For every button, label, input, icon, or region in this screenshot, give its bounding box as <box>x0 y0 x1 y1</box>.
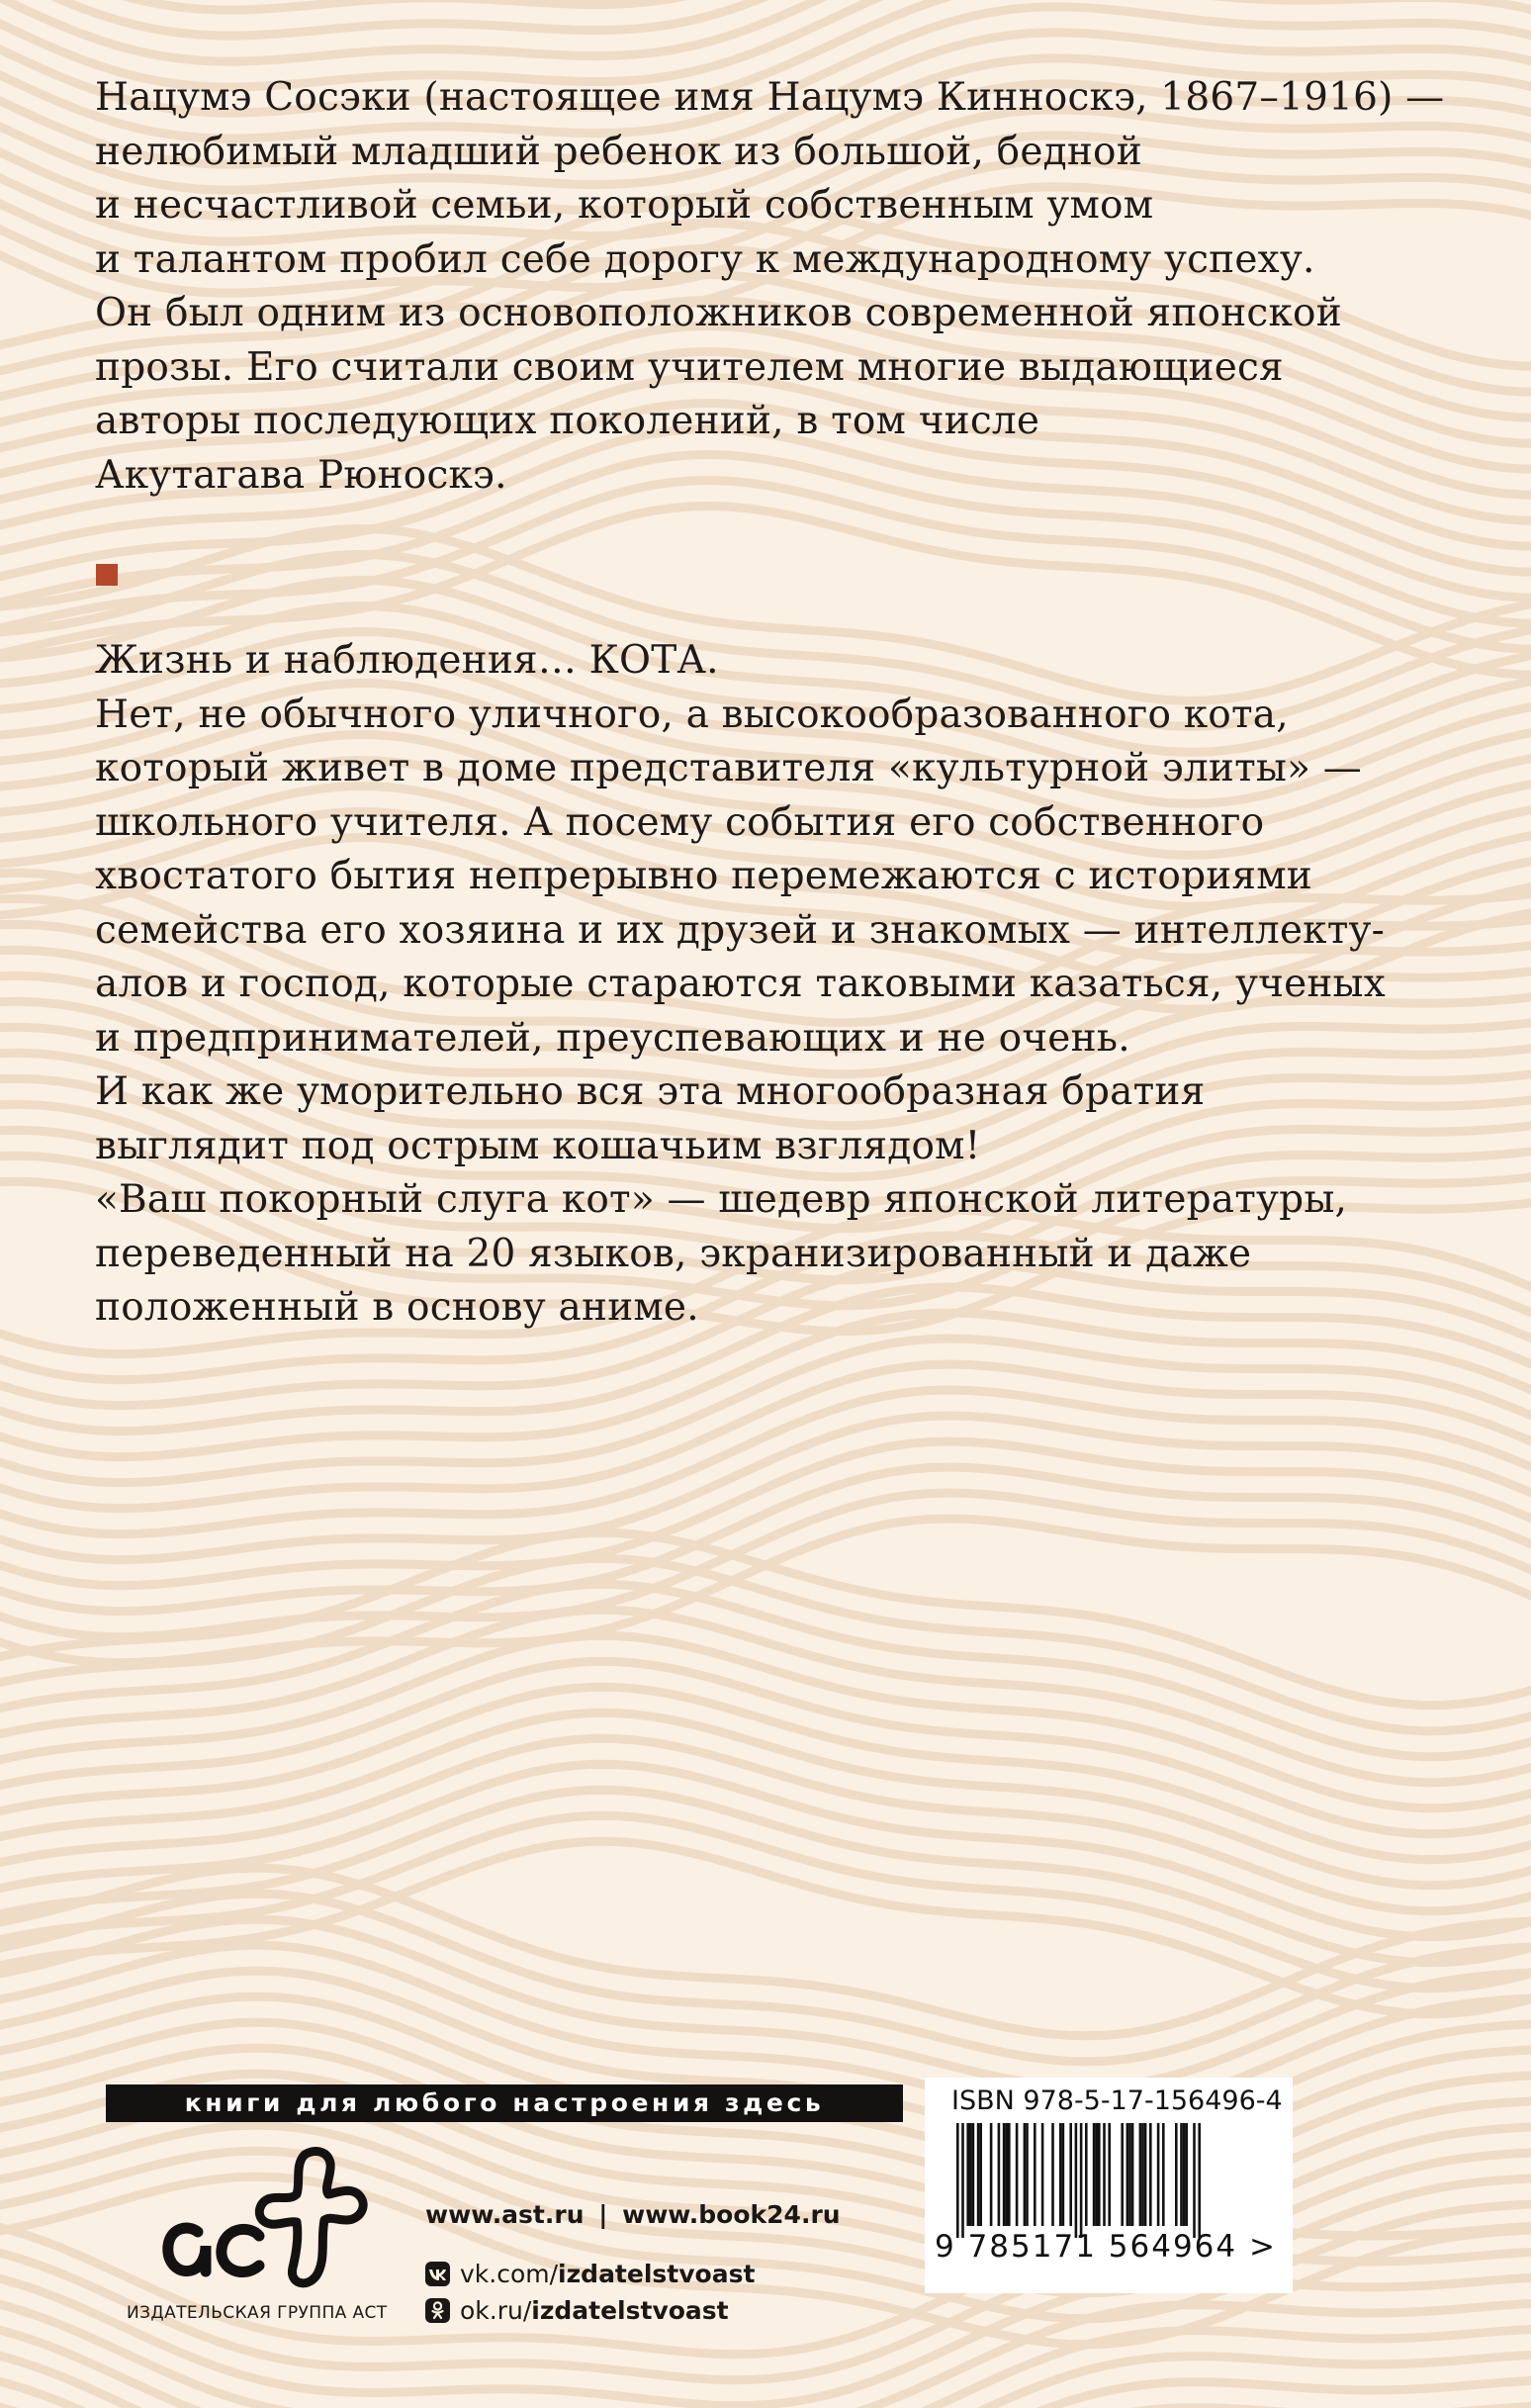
barcode-bar <box>1059 2123 1062 2226</box>
barcode-bar <box>1180 2123 1183 2226</box>
website-links <box>425 2200 841 2229</box>
barcode-bar <box>1051 2123 1054 2226</box>
barcode-bar <box>1144 2123 1147 2226</box>
barcode-bar <box>1175 2123 1178 2226</box>
barcode-bar <box>1085 2123 1088 2226</box>
annotation-line: переведенный на 20 языков, экранизированный и даже <box>95 1231 1252 1276</box>
link-separator: | <box>598 2200 608 2229</box>
author-bio-line: и талантом пробил себе дорогу к международному успеху. <box>95 236 1315 282</box>
slogan-banner: книги для любого настроения здесь <box>106 2084 903 2122</box>
barcode-bar <box>1003 2123 1006 2226</box>
barcode-bar <box>1128 2123 1131 2226</box>
barcode-bar <box>998 2123 1001 2226</box>
barcode-bar <box>966 2123 969 2226</box>
barcode-bar <box>1075 2123 1078 2238</box>
barcode-bar <box>1185 2123 1188 2226</box>
author-bio-line: Он был одним из основоположников современной японской <box>95 291 1342 335</box>
square-bullet <box>96 564 118 586</box>
annotation-line: алов и господ, которые стараются таковыми казаться, ученых <box>95 962 1386 1006</box>
barcode-bar <box>956 2123 959 2238</box>
author-bio <box>95 71 1480 503</box>
barcode-bar <box>1126 2123 1129 2226</box>
annotation-line: положенный в основу аниме. <box>95 1285 699 1330</box>
isbn-number: ISBN 978-5-17-156496-4 <box>951 2085 1283 2116</box>
vk-domain: vk.com/ <box>460 2260 559 2288</box>
barcode-bar <box>1121 2123 1124 2226</box>
barcode-bar <box>1141 2123 1144 2226</box>
ean-barcode <box>935 2123 1231 2238</box>
barcode-bar <box>1008 2123 1011 2226</box>
ast-logo <box>158 2137 376 2305</box>
annotation-line: «Ваш покорный слуга кот» — шедевр японской литературы, <box>95 1177 1348 1222</box>
annotation-line: семейства его хозяина и их друзей и знакомых — интеллекту- <box>95 907 1386 953</box>
author-bio-line: прозы. Его считали своим учителем многие выдающиеся <box>95 344 1284 390</box>
barcode-bar <box>1026 2123 1029 2226</box>
author-bio-line: Акутагава Рюноскэ. <box>95 452 507 498</box>
vk-link[interactable] <box>425 2260 755 2288</box>
barcode-bar <box>1034 2123 1036 2226</box>
link-book24[interactable]: www.book24.ru <box>622 2200 841 2229</box>
barcode-bar <box>1131 2123 1134 2226</box>
annotation-line: который живет в доме представителя «культурной элиты» — <box>95 746 1362 790</box>
barcode-bar <box>961 2123 964 2238</box>
barcode-bar <box>977 2123 980 2226</box>
ok-domain: ok.ru/ <box>460 2296 532 2325</box>
barcode-bar <box>1080 2123 1083 2238</box>
annotation-line: хвостатого бытия непрерывно перемежаются с историями <box>95 854 1312 898</box>
author-bio-line: авторы последующих поколений, в том числе <box>95 399 1040 443</box>
annotation-line: Нет, не обычного уличного, а высокообразованного кота, <box>95 692 1289 737</box>
author-bio-line: Нацумэ Сосэки (настоящее имя Нацумэ Кинноскэ, 1867–1916) — <box>95 75 1445 120</box>
barcode-bar <box>1098 2123 1101 2226</box>
author-bio-line: нелюбимый младший ребенок из большой, бедной <box>95 129 1142 174</box>
ean-digits: 9 785171 564964 > <box>935 2229 1277 2265</box>
barcode-bar <box>1024 2123 1027 2226</box>
vk-icon <box>425 2262 450 2286</box>
barcode-bar <box>1139 2123 1142 2226</box>
barcode-bar <box>1062 2123 1065 2226</box>
barcode-bar <box>1193 2123 1196 2238</box>
barcode-bar <box>1108 2123 1111 2226</box>
barcode-bar <box>1103 2123 1106 2226</box>
ok-link[interactable] <box>425 2296 729 2325</box>
barcode-bar <box>1183 2123 1186 2226</box>
barcode-bar <box>1016 2123 1019 2226</box>
barcode-bar <box>1162 2123 1165 2226</box>
barcode-bar <box>1093 2123 1096 2226</box>
barcode-bar <box>1149 2123 1152 2226</box>
book-annotation <box>95 634 1480 1336</box>
barcode-bar <box>1005 2123 1008 2226</box>
ok-handle: izdatelstvoast <box>531 2296 729 2325</box>
barcode-bar <box>1041 2123 1044 2226</box>
odnoklassniki-icon <box>425 2298 450 2323</box>
barcode-bar <box>969 2123 972 2226</box>
annotation-line: выглядит под острым кошачьим взглядом! <box>95 1123 981 1168</box>
link-ast[interactable]: www.ast.ru <box>425 2200 585 2229</box>
author-bio-line: и несчастливой семьи, который собственным умом <box>95 183 1154 228</box>
annotation-line: школьного учителя. А посему события его собственного <box>95 799 1265 845</box>
barcode-bar <box>990 2123 993 2226</box>
barcode-bar <box>1198 2123 1201 2238</box>
barcode-bar <box>1157 2123 1160 2226</box>
annotation-line: Жизнь и наблюдения… КОТА. <box>95 638 719 683</box>
annotation-line: И как же уморительно вся эта многообразная братия <box>95 1069 1206 1114</box>
barcode-bar <box>979 2123 982 2226</box>
publisher-name: ИЗДАТЕЛЬСКАЯ ГРУППА АСТ <box>127 2303 388 2323</box>
vk-handle: izdatelstvoast <box>558 2260 756 2288</box>
barcode-bar <box>972 2123 975 2226</box>
annotation-line: и предпринимателей, преуспевающих и не очень. <box>95 1015 1130 1061</box>
barcode-bar <box>1095 2123 1098 2226</box>
barcode-bar <box>1069 2123 1072 2226</box>
